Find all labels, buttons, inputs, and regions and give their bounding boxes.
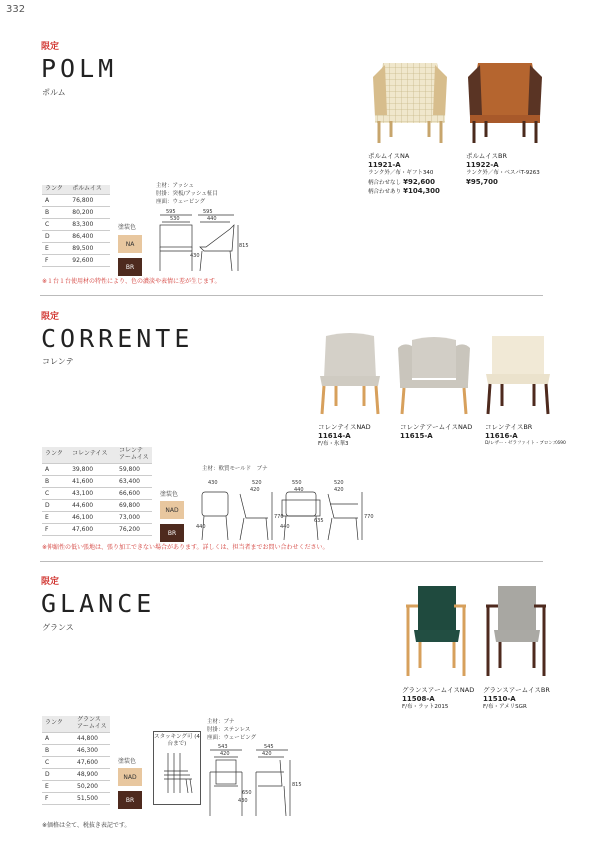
table-row	[42, 242, 110, 254]
limited-label: 限定	[41, 42, 60, 52]
series-kana: コレンテ	[42, 357, 74, 366]
price-cell: 80,200	[69, 206, 110, 218]
polm-product-na	[368, 152, 463, 197]
glance-note: ※価格は全て、税抜き表記です。	[42, 822, 131, 829]
dim-width: 595	[166, 209, 176, 215]
finish-swatch-br: BR	[118, 791, 142, 809]
column-header: ランク	[42, 716, 74, 732]
product-code: 11616-A	[485, 431, 518, 440]
finish-label: 塗装色	[160, 491, 179, 498]
corrente-chair-image	[310, 332, 390, 417]
product-name: コレンテアームイスNAD	[400, 423, 473, 431]
dim-height: 815	[239, 243, 249, 249]
product-code: 11510-A	[483, 694, 516, 703]
finish-swatch-br: BR	[160, 524, 184, 542]
price-cell: 50,200	[74, 780, 110, 792]
dim-seat-width: 530	[170, 216, 180, 222]
dim-seat-depth: 420	[262, 751, 272, 757]
finish-swatch-nad: NAD	[160, 501, 184, 519]
product-code: 11615-A	[400, 431, 433, 440]
price-cell: 43,100	[69, 487, 116, 499]
rank-cell: C	[42, 487, 69, 499]
price-cell: 44,800	[74, 732, 110, 744]
price-cell: 48,900	[74, 768, 110, 780]
price-cell: 83,300	[69, 218, 110, 230]
column-header: ランク	[42, 185, 69, 194]
rank-cell: E	[42, 242, 69, 254]
rank-cell: B	[42, 475, 69, 487]
polm-note: ※１台１台使用材の特性により、色の濃淡や表情に差が生じます。	[42, 278, 221, 285]
finish-label: 塗装色	[118, 758, 137, 765]
product-name: グランスアームイスBR	[483, 686, 550, 694]
glance-dimension-drawing	[204, 742, 304, 822]
table-row	[42, 732, 110, 744]
price-label: 柄合わせなし	[368, 179, 402, 186]
product-fabric: ランク外／布・ギフト340	[368, 170, 434, 177]
glance-price-table	[42, 716, 110, 805]
stacking-box	[153, 731, 201, 805]
column-header: ランク	[42, 447, 69, 463]
dim-seat-depth: 420	[250, 487, 260, 493]
rank-cell: D	[42, 768, 74, 780]
glance-armchair-nad-image	[398, 580, 473, 680]
price-cell: 66,600	[116, 487, 152, 499]
glance-product-br	[483, 686, 573, 712]
rank-cell: C	[42, 756, 74, 768]
column-header: グランス アームイス	[74, 716, 110, 732]
column-header: ポルムイス	[69, 185, 110, 194]
product-fabric: F/布・ラット2015	[402, 704, 449, 711]
product-code: 11921-A	[368, 160, 401, 169]
dim-depth: 520	[252, 480, 262, 486]
product-fabric: F/布・氷華3	[318, 441, 349, 448]
table-row	[42, 475, 152, 487]
price-cell: 46,100	[69, 511, 116, 523]
product-fabric: F/布・アメリSGR	[483, 704, 527, 711]
product-name: ポルムイスNA	[368, 152, 410, 160]
dim-seat-depth: 440	[207, 216, 217, 222]
rank-cell: F	[42, 792, 74, 804]
finish-swatch-na: NA	[118, 235, 142, 253]
table-row	[42, 511, 152, 523]
corrente-product-chair-br	[485, 423, 585, 447]
dim-width: 543	[218, 744, 228, 750]
rank-cell: C	[42, 218, 69, 230]
table-row	[42, 756, 110, 768]
table-row	[42, 206, 110, 218]
spec-line: 肘掛：突板/アッシュ柾目	[156, 190, 218, 197]
price-cell: 39,800	[69, 463, 116, 475]
polm-product-br	[466, 152, 561, 187]
finish-swatch-nad: NAD	[118, 768, 142, 786]
table-row	[42, 768, 110, 780]
rank-cell: E	[42, 511, 69, 523]
glance-specs	[207, 719, 256, 743]
price-cell: 59,800	[116, 463, 152, 475]
dim-seat-depth: 420	[334, 487, 344, 493]
rank-cell: B	[42, 206, 69, 218]
corrente-chair-br-image	[478, 332, 558, 417]
spec-line: 座面：ウェービング	[207, 734, 257, 741]
dim-seat-width: 440	[294, 487, 304, 493]
product-name: コレンテイスNAD	[318, 423, 371, 431]
product-name: グランスアームイスNAD	[402, 686, 475, 694]
corrente-specs	[202, 466, 268, 474]
price-cell: 47,600	[69, 523, 116, 535]
dim-seat-height: 430	[238, 798, 248, 804]
table-row	[42, 487, 152, 499]
page-number: 332	[6, 4, 26, 15]
product-price: ¥92,600	[403, 177, 435, 186]
polm-chair-br-image	[460, 55, 550, 145]
corrente-note: ※伸縮性の低い張地は、張り加工できない場合があります。詳しくは、担当者までお問い合わせください。	[42, 544, 329, 551]
table-row	[42, 780, 110, 792]
rank-cell: D	[42, 230, 69, 242]
finish-label: 塗装色	[118, 224, 137, 231]
dim-seat-height: 440	[196, 524, 206, 530]
series-title: CORRENTE	[41, 324, 194, 353]
product-price: ¥104,300	[403, 187, 440, 196]
polm-dimension-drawing	[150, 207, 250, 277]
dim-seat-height: 440	[280, 524, 290, 530]
price-cell: 44,600	[69, 499, 116, 511]
limited-label: 限定	[41, 312, 60, 322]
rank-cell: A	[42, 732, 74, 744]
price-cell: 86,400	[69, 230, 110, 242]
table-row	[42, 194, 110, 206]
corrente-product-chair	[318, 423, 403, 449]
series-kana: グランス	[42, 623, 74, 632]
product-name: コレンテイスBR	[485, 423, 533, 431]
series-title: POLM	[41, 54, 118, 83]
stacking-drawing	[154, 747, 200, 797]
section-divider	[40, 561, 543, 562]
spec-line: 主材：アッシュ	[156, 183, 195, 189]
price-label: 柄合わせあり	[368, 189, 402, 196]
dim-arm-height: 635	[314, 518, 324, 524]
section-divider	[40, 295, 543, 296]
spec-line: 主材：軟質モールド ブナ	[202, 466, 268, 472]
price-cell: 63,400	[116, 475, 152, 487]
corrente-dimension-drawing	[194, 478, 374, 544]
rank-cell: B	[42, 744, 74, 756]
rank-cell: A	[42, 194, 69, 206]
polm-price-table	[42, 185, 110, 267]
dim-width: 550	[292, 480, 302, 486]
corrente-armchair-image	[394, 332, 474, 417]
dim-width: 430	[208, 480, 218, 486]
rank-cell: A	[42, 463, 69, 475]
price-cell: 41,600	[69, 475, 116, 487]
spec-line: 主材：ブナ	[207, 719, 235, 725]
limited-label: 限定	[41, 577, 60, 587]
table-row	[42, 499, 152, 511]
price-cell: 89,500	[69, 242, 110, 254]
glance-armchair-br-image	[478, 580, 553, 680]
polm-chair-na-image	[365, 55, 455, 145]
price-cell: 69,800	[116, 499, 152, 511]
table-row	[42, 792, 110, 804]
rank-cell: E	[42, 780, 74, 792]
product-name: ポルムイスBR	[466, 152, 508, 160]
product-price: ¥95,700	[466, 177, 498, 186]
price-cell: 46,300	[74, 744, 110, 756]
table-row	[42, 230, 110, 242]
dim-height: 770	[274, 514, 284, 520]
series-kana: ポルム	[42, 88, 66, 97]
price-cell: 51,500	[74, 792, 110, 804]
rank-cell: F	[42, 254, 69, 266]
spec-line: 座面：ウェービング	[156, 198, 206, 205]
finish-swatch-br: BR	[118, 258, 142, 276]
corrente-product-armchair	[400, 423, 485, 441]
price-cell: 92,600	[69, 254, 110, 266]
column-header: コレンテイス	[69, 447, 116, 463]
dim-arm-height: 650	[242, 790, 252, 796]
dim-depth: 520	[334, 480, 344, 486]
table-row	[42, 254, 110, 266]
price-cell: 47,600	[74, 756, 110, 768]
rank-cell: D	[42, 499, 69, 511]
table-row	[42, 523, 152, 535]
glance-product-nad	[402, 686, 487, 712]
price-cell: 76,800	[69, 194, 110, 206]
polm-specs	[156, 183, 218, 207]
price-cell: 73,000	[116, 511, 152, 523]
product-fabric: D/レザー・ゼラファイト・ブロンズ690	[485, 441, 566, 447]
series-title: GLANCE	[41, 589, 156, 618]
dim-seat-width: 420	[220, 751, 230, 757]
product-fabric: ランク外／布・ベスパT-9263	[466, 170, 540, 177]
dim-height: 770	[364, 514, 374, 520]
stacking-label: スタッキング可 (4台まで)	[154, 734, 200, 747]
price-cell: 76,200	[116, 523, 152, 535]
dim-height: 815	[292, 782, 302, 788]
spec-line: 肘掛：ステンレス	[207, 726, 251, 733]
table-row	[42, 218, 110, 230]
product-code: 11508-A	[402, 694, 435, 703]
product-code: 11614-A	[318, 431, 351, 440]
corrente-price-table	[42, 447, 152, 536]
dim-depth: 545	[264, 744, 274, 750]
dim-seat-height: 430	[190, 253, 200, 259]
dim-depth: 595	[203, 209, 213, 215]
rank-cell: F	[42, 523, 69, 535]
product-code: 11922-A	[466, 160, 499, 169]
table-row	[42, 744, 110, 756]
table-row	[42, 463, 152, 475]
column-header: コレンテ アームイス	[116, 447, 152, 463]
